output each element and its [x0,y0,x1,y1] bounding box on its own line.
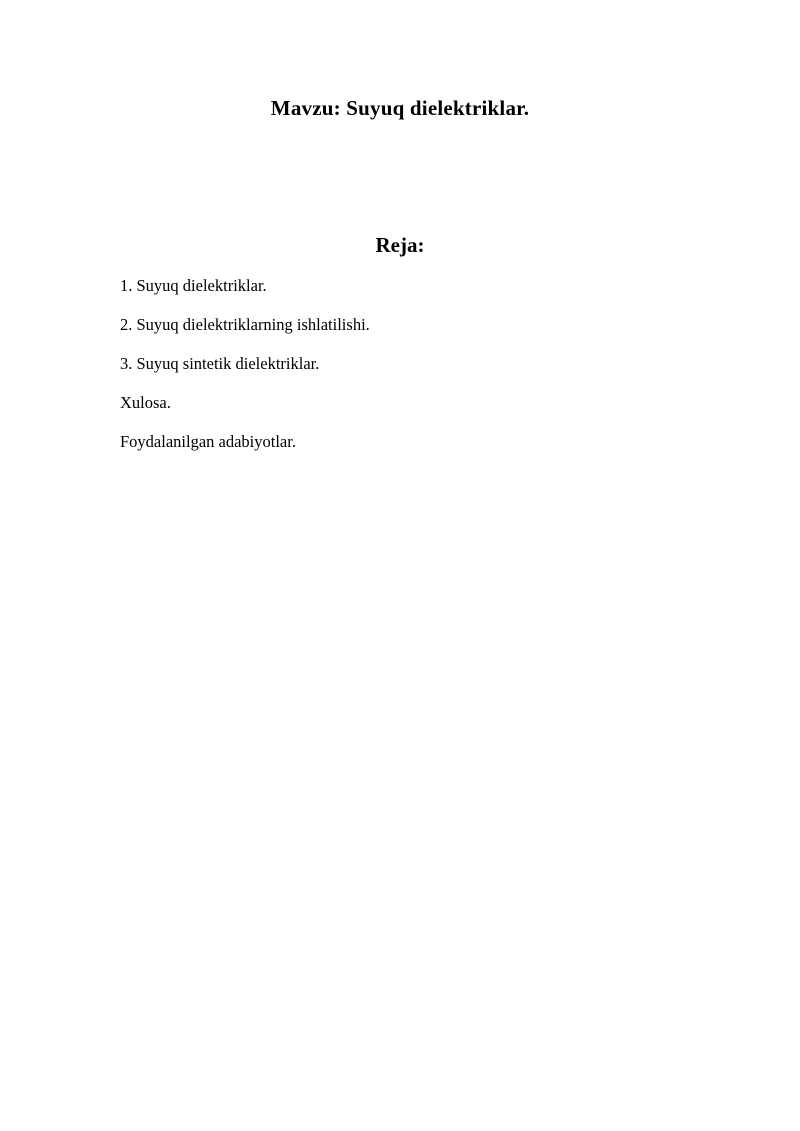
plan-heading: Reja: [375,233,425,257]
list-item: 2. Suyuq dielektriklarning ishlatilishi. [120,315,370,334]
plan-list [120,278,680,473]
list-item: Xulosa. [120,393,171,412]
list-item: Foydalanilgan adabiyotlar. [120,432,296,451]
list-item: 1. Suyuq dielektriklar. [120,276,267,295]
page-title: Mavzu: Suyuq dielektriklar. [270,96,530,120]
list-item: 3. Suyuq sintetik dielektriklar. [120,354,320,373]
